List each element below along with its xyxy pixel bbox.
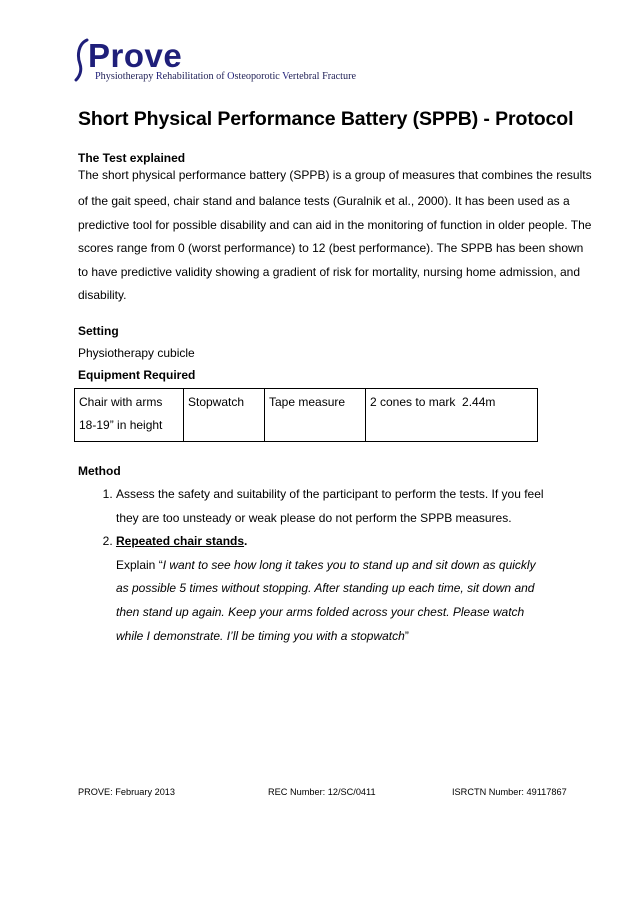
cell-text: Chair with arms xyxy=(79,395,163,409)
method-list xyxy=(96,483,546,648)
list-item xyxy=(116,530,546,648)
method-heading: Method xyxy=(78,464,121,478)
footer-rec-number: REC Number: 12/SC/0411 xyxy=(268,787,376,797)
tagline-capital: V xyxy=(282,71,289,82)
test-explained-section xyxy=(78,150,592,308)
explain-label: Explain “ xyxy=(116,557,163,572)
tagline-text: of xyxy=(216,71,228,82)
setting-value: Physiotherapy cubicle xyxy=(78,346,195,360)
method-step-title-end: . xyxy=(244,534,248,549)
tagline-capital: R xyxy=(155,71,163,82)
tagline-capital: P xyxy=(95,71,101,82)
table-cell xyxy=(366,389,538,442)
cell-text: Tape measure xyxy=(269,395,346,409)
list-item xyxy=(116,483,546,530)
instruction-quote: I want to see how long it takes you to stand up and sit down as quickly as possible 5 times without stopping. After standing up each time, sit down and then stand up again. Keep your arms folded across your chest. Please watch while I demonstrate. I’ll be timing you with a stopwatch xyxy=(116,557,536,643)
tagline-text: ehabilitation xyxy=(162,71,217,82)
prove-logo xyxy=(74,36,374,88)
tagline-text: steoporotic xyxy=(234,71,283,82)
equipment-table xyxy=(74,388,538,442)
tagline-capital: O xyxy=(227,71,235,82)
table-cell xyxy=(184,389,265,442)
setting-heading: Setting xyxy=(78,324,119,338)
table-cell xyxy=(265,389,366,442)
footer-date: PROVE: February 2013 xyxy=(78,787,176,797)
test-explained-line: predictive tool for possible disability and can aid in the monitoring of function in older people. The xyxy=(78,217,592,232)
test-explained-line: to have predictive validity showing a gradient of risk for mortality, nursing home admission, and xyxy=(78,264,581,279)
page-title: Short Physical Performance Battery (SPPB) - Protocol xyxy=(78,108,574,130)
logo-tagline xyxy=(95,71,356,82)
quote-close: ” xyxy=(404,628,409,643)
table-row xyxy=(75,389,538,442)
equipment-heading: Equipment Required xyxy=(78,368,196,382)
test-explained-line: The short physical performance battery (SPPB) is a group of measures that combines the results xyxy=(78,168,592,182)
test-explained-line: scores range from 0 (worst performance) to 12 (best performance). The SPPB has been shown xyxy=(78,241,584,256)
method-step-text: Assess the safety and suitability of the participant to perform the tests. If you feel they are too unsteady or weak please do not perform the SPPB measures. xyxy=(116,487,544,525)
tagline-text: hysiotherapy xyxy=(100,71,156,82)
cell-text: 2 cones to mark 2.44m xyxy=(370,395,496,409)
table-cell xyxy=(75,389,184,442)
tagline-text: Fracture xyxy=(322,71,357,82)
logo-wordmark: Prove xyxy=(88,37,183,74)
footer-isrctn-number: ISRCTN Number: 49117867 xyxy=(452,787,567,797)
cell-text: 18-19” in height xyxy=(79,418,163,432)
cell-text: Stopwatch xyxy=(188,395,245,409)
test-explained-line: disability. xyxy=(78,288,127,303)
tagline-text: ertebral xyxy=(288,71,323,82)
test-explained-heading: The Test explained xyxy=(78,151,186,165)
test-explained-line: of the gait speed, chair stand and balance tests (Guralnik et al., 2000). It has been used as a xyxy=(78,194,570,208)
method-step-title: Repeated chair stands xyxy=(116,534,245,549)
